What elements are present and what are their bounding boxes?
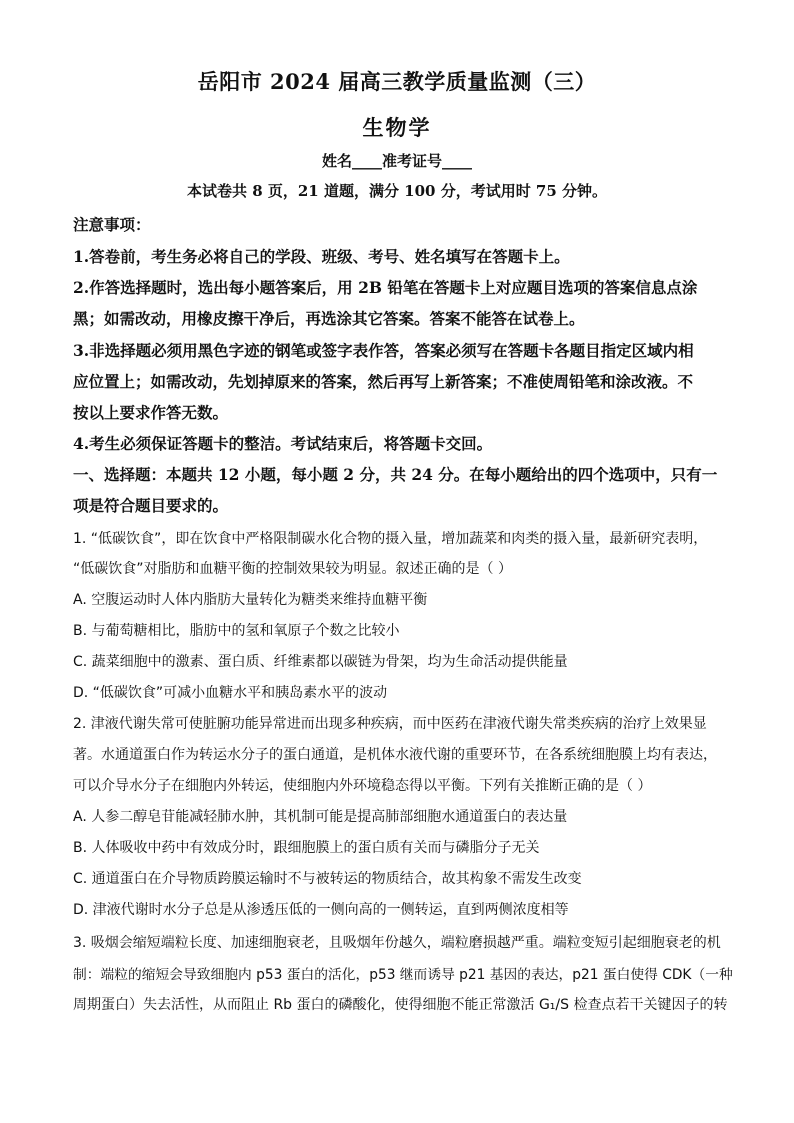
note-line: 按以上要求作答无数。 xyxy=(73,403,229,422)
question-stem: 1. “低碳饮食”，即在饮食中严格限制碳水化合物的摄入量，增加蔬菜和肉类的摄入量，最新研究表明， xyxy=(73,531,708,547)
option-d: D. “低碳饮食”可减小血糖水平和胰岛素水平的波动 xyxy=(73,685,388,701)
note-line: 3.非选择题必须用黑色字迹的钢笔或签字表作答，答案必须写在答题卡各题目指定区域内相 xyxy=(73,341,694,360)
question-stem: 3. 吸烟会缩短端粒长度、加速细胞衰老，且吸烟年份越久，端粒磨损越严重。端粒变短引起细胞衰老的机 xyxy=(73,935,721,951)
question-stem: 2. 津液代谢失常可使脏腑功能异常进而出现多种疾病，而中医药在津液代谢失常类疾病的治疗上效果显 xyxy=(73,716,707,732)
option-c: C. 通道蛋白在介导物质跨膜运输时不与被转运的物质结合，故其构象不需发生改变 xyxy=(73,871,582,887)
note-line: 1.答卷前，考生务必将自己的学段、班级、考号、姓名填写在答题卡上。 xyxy=(73,247,570,266)
note-line: 4.考生必须保证答题卡的整洁。考试结束后，将答题卡交回。 xyxy=(73,434,493,453)
note-line: 2.作答选择题时，选出每小题答案后，用 2B 铅笔在答题卡上对应题目选项的答案信息点涂 xyxy=(73,278,698,297)
note-line: 应位置上；如需改动，先划掉原来的答案，然后再写上新答案；不准使周铅笔和涂改液。不 xyxy=(73,372,694,391)
option-c: C. 蔬菜细胞中的激素、蛋白质、纤维素都以碳链为骨架，均为生命活动提供能量 xyxy=(73,654,568,670)
option-d: D. 津液代谢时水分子总是从渗透压低的一侧向高的一侧转运，直到两侧浓度相等 xyxy=(73,902,569,918)
subject-title: 生物学 xyxy=(362,115,432,140)
option-b: B. 人体吸收中药中有效成分时，跟细胞膜上的蛋白质有关而与磷脂分子无关 xyxy=(73,840,540,856)
exam-info: 本试卷共 8 页，21 道题，满分 100 分，考试用时 75 分钟。 xyxy=(186,182,608,200)
question-stem: 周期蛋白）失去活性，从而阻止 Rb 蛋白的磷酸化，使得细胞不能正常激活 G₁/S 检查点若干关键因子的转 xyxy=(73,997,728,1013)
note-line: 黑；如需改动，用橡皮擦干净后，再选涂其它答案。答案不能答在试卷上。 xyxy=(73,309,585,328)
question-stem: 著。水通道蛋白作为转运水分子的蛋白通道，是机体水液代谢的重要环节，在各系统细胞膜上均有表达， xyxy=(73,747,717,763)
question-stem: 制：端粒的缩短会导致细胞内 p53 蛋白的活化，p53 继而诱导 p21 基因的表达，p21 蛋白使得 CDK（一种 xyxy=(73,967,733,983)
section-heading: 一、选择题：本题共 12 小题，每小题 2 分，共 24 分。在每小题给出的四个选项中，只有一 xyxy=(73,465,718,484)
option-a: A. 空腹运动时人体内脂肪大量转化为糖类来维持血糖平衡 xyxy=(73,592,428,608)
question-stem: “低碳饮食”对脂肪和血糖平衡的控制效果较为明显。叙述正确的是（ ） xyxy=(73,561,512,577)
question-stem: 可以介导水分子在细胞内外转运，使细胞内外环境稳态得以平衡。下列有关推断正确的是（ ） xyxy=(73,778,652,794)
name-field-line: 姓名____准考证号____ xyxy=(321,152,472,170)
exam-title: 岳阳市 2024 届高三教学质量监测（三） xyxy=(197,69,597,94)
option-b: B. 与葡萄糖相比，脂肪中的氢和氧原子个数之比较小 xyxy=(73,623,400,639)
section-heading: 项是符合题目要求的。 xyxy=(73,496,229,515)
notes-heading: 注意事项： xyxy=(73,215,151,234)
option-a: A. 人参二醇皂苷能减轻肺水肿，其机制可能是提高肺部细胞水通道蛋白的表达量 xyxy=(73,809,568,825)
